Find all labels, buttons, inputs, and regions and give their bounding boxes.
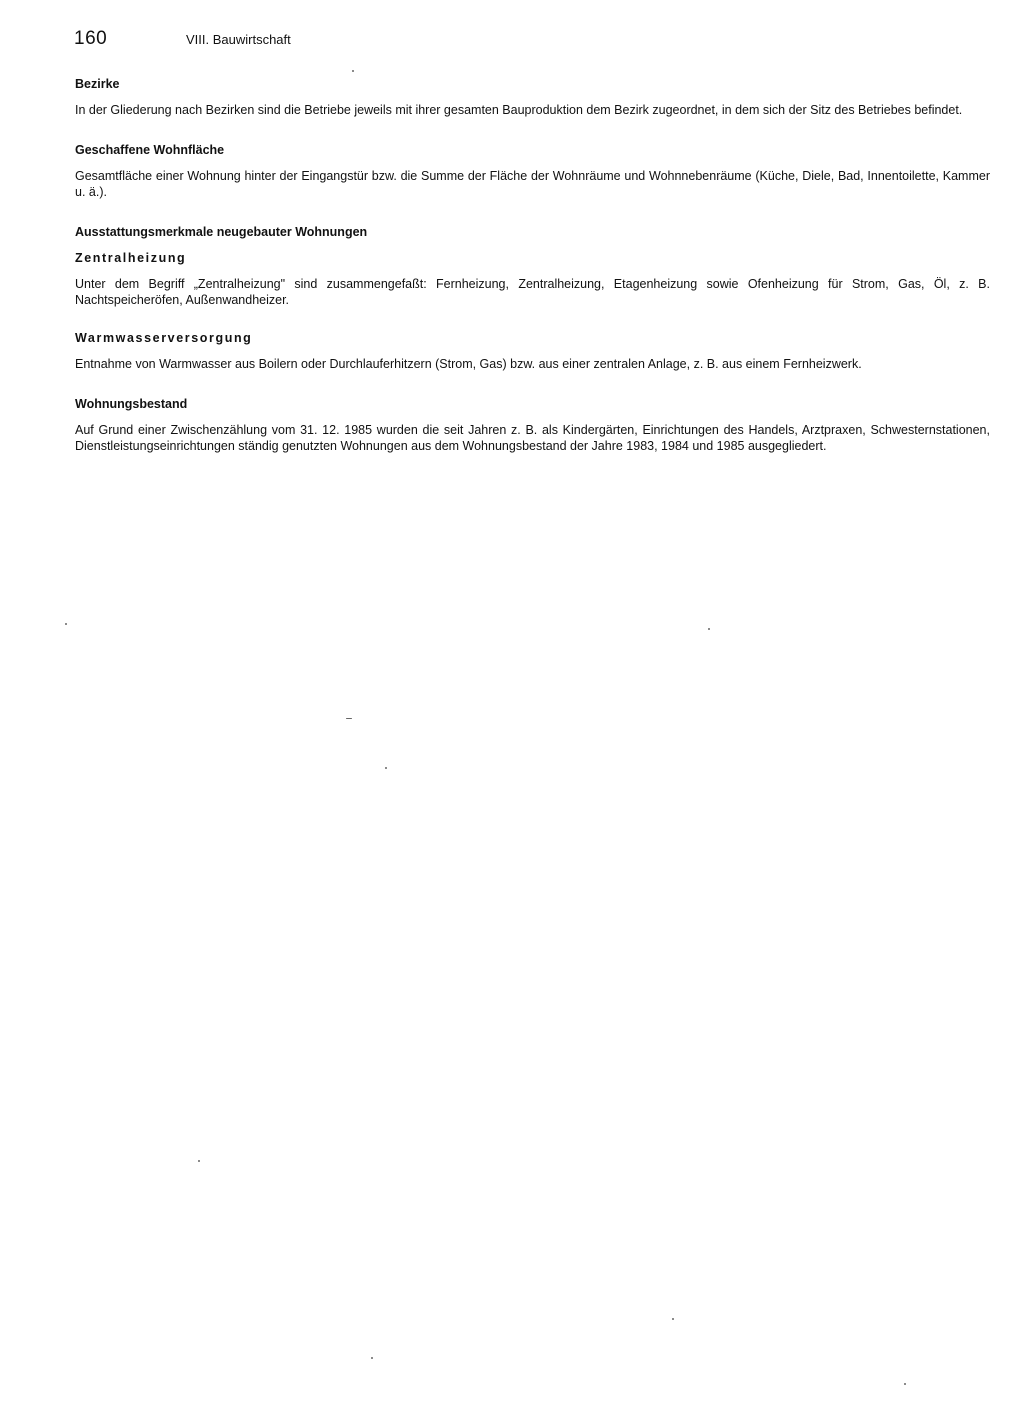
subsection-heading-warmwasser: Warmwasserversorgung [75, 331, 253, 345]
page-content [75, 76, 990, 478]
section-bezirke [75, 76, 990, 118]
scan-speck [65, 623, 67, 625]
scan-speck [672, 1318, 674, 1320]
section-wohnungsbestand [75, 396, 990, 454]
paragraph-warmwasser: Entnahme von Warmwasser aus Boilern oder Durchlauferhitzern (Strom, Gas) bzw. aus einer zentralen Anlage, z. B. aus einem Fernheizwerk. [75, 357, 862, 371]
page-number: 160 [74, 28, 108, 49]
scan-speck [385, 767, 387, 769]
paragraph-wohnungsbestand: Auf Grund einer Zwischenzählung vom 31. 12. 1985 wurden die seit Jahren z. B. als Kindergärten, Einrichtungen des Handels, Arztpraxen, Schwesternstationen, Dienstleistungseinrichtungen ständig genutzten Wohnungen aus dem Wohnungsbestand der Jahre 1983, 1984 und 1985 ausgegliedert. [75, 423, 990, 453]
chapter-title: VIII. Bauwirtschaft [186, 32, 291, 47]
section-heading-wohnungsbestand: Wohnungsbestand [75, 397, 188, 411]
paragraph-wohnflaeche: Gesamtfläche einer Wohnung hinter der Eingangstür bzw. die Summe der Fläche der Wohnräume und Wohnnebenräume (Küche, Diele, Bad, Innentoilette, Kammer u. ä.). [75, 169, 990, 199]
section-heading-wohnflaeche: Geschaffene Wohnfläche [75, 143, 225, 157]
page-header [74, 28, 291, 50]
scan-speck [346, 718, 352, 719]
section-heading-bezirke: Bezirke [75, 77, 120, 91]
paragraph-zentralheizung: Unter dem Begriff „Zentralheizung" sind zusammengefaßt: Fernheizung, Zentralheizung, Etagenheizung sowie Ofenheizung für Strom, Gas, Öl, z. B. Nachtspeicheröfen, Außenwandheizer. [75, 277, 990, 307]
scan-speck [352, 70, 354, 72]
subsection-heading-zentralheizung: Zentralheizung [75, 251, 187, 265]
paragraph-bezirke: In der Gliederung nach Bezirken sind die Betriebe jeweils mit ihrer gesamten Bauproduktion dem Bezirk zugeordnet, in dem sich der Sitz des Betriebes befindet. [75, 103, 963, 117]
scan-speck [708, 628, 710, 630]
section-ausstattung [75, 224, 990, 372]
scan-speck [371, 1357, 373, 1359]
scan-speck [904, 1383, 906, 1385]
section-heading-ausstattung: Ausstattungsmerkmale neugebauter Wohnungen [75, 225, 368, 239]
section-wohnflaeche [75, 142, 990, 200]
scan-speck [198, 1160, 200, 1162]
